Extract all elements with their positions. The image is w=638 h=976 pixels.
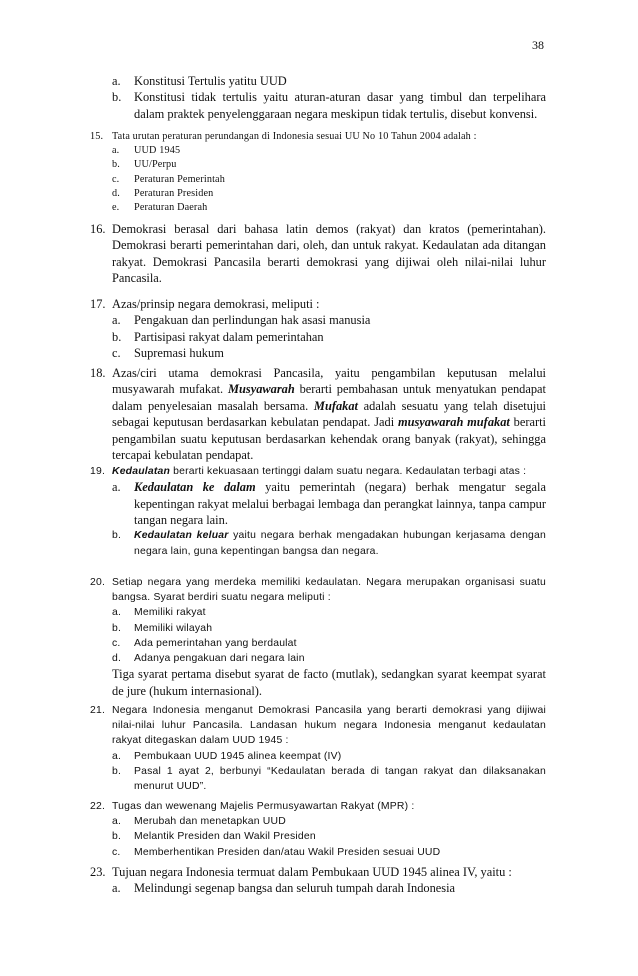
list-item: a. Memiliki rakyat xyxy=(112,607,206,619)
page-number: 38 xyxy=(532,38,544,52)
item-22: 22. Tugas dan wewenang Majelis Permusyawartan Rakyat (MPR) : a. Merubah dan menetapkan UUD b. Melantik Presiden dan Wakil Presiden c. Memberhentikan Presiden dan/atau Wakil Presiden sesuai UUD xyxy=(90,799,546,860)
note-text: Tiga syarat pertama disebut syarat de facto (mutlak), sedangkan syarat keempat syarat de jure (hukum internasional). xyxy=(112,667,546,698)
list-item: d. Adanya pengakuan dari negara lain xyxy=(112,653,305,665)
list-item: b. Kedaulatan keluar yaitu negara berhak mengadakan hubungan kerjasama dengan negara lain, guna kepentingan bangsa dan negara. xyxy=(112,530,546,557)
list-item: b. Memiliki wilayah xyxy=(112,622,213,634)
list-item: c. Ada pemerintahan yang berdaulat xyxy=(112,637,297,649)
term-kedaulatan: Kedaulatan xyxy=(112,466,171,477)
list-item: a. Konstitusi Tertulis yatitu UUD xyxy=(112,74,287,88)
item-21: 21. Negara Indonesia menganut Demokrasi Pancasila yang berarti demokrasi yang dijiwai nilai-nilai luhur Pancasila. Landasan hukum negara Indonesia menganut kedaulatan rakyat ditegaskan dalam UUD 1945 : a. Pembukaan UUD 1945 alinea keempat (IV) b. Pasal 1 ayat 2, berbunyi “Kedaulatan berada di tangan rakyat dan dilaksanakan menurut UUD”. xyxy=(90,703,546,794)
list-item: b. UU/Perpu xyxy=(112,159,177,171)
intro-list xyxy=(90,73,546,122)
list-item: b. Melantik Presiden dan Wakil Presiden xyxy=(112,831,316,843)
item-20: 20. Setiap negara yang merdeka memiliki kedaulatan. Negara merupakan organisasi suatu bangsa. Syarat berdiri suatu negara meliputi : a. Memiliki rakyat b. Memiliki wilayah c. Ada pemerintahan yang berdaulat d. Adanya pengakuan dari negara lain Tiga syarat pertama disebut syarat de facto (mutlak), sedangkan syarat keempat syarat de jure (hukum internasional). xyxy=(90,577,546,698)
item-23: 23. Tujuan negara Indonesia termuat dalam Pembukaan UUD 1945 alinea IV, yaitu : a. Melindungi segenap bangsa dan seluruh tumpah darah Indonesia xyxy=(90,864,546,897)
list-item: b. Konstitusi tidak tertulis yaitu aturan-aturan dasar yang timbul dan terpelihara dalam praktek penyelenggaraan negara meskipun tidak tertulis, disebut konvensi. xyxy=(112,90,546,121)
item-16: 16. Demokrasi berasal dari bahasa latin demos (rakyat) dan kratos (pemerintahan). Demokrasi berarti pemerintahan dari, oleh, dan untuk rakyat. Kedaulatan ada ditangan rakyat. Demokrasi Pancasila berarti demokrasi yang dijiwai oleh nilai-nilai luhur Pancasila. xyxy=(90,222,546,286)
item-15: 15. Tata urutan peraturan perundangan di Indonesia sesuai UU No 10 Tahun 2004 adalah : a. UUD 1945 b. UU/Perpu c. Peraturan Pemerintah d. Peraturan Presiden e. Peraturan Daerah xyxy=(90,130,546,215)
list-item: a. Merubah dan menetapkan UUD xyxy=(112,816,286,828)
list-item: a. Melindungi segenap bangsa dan seluruh tumpah darah Indonesia xyxy=(112,881,456,896)
term-musyawarah-mufakat: musyawarah mufakat xyxy=(397,415,510,430)
list-item: a. UUD 1945 xyxy=(112,145,181,157)
list-item: b. Partisipasi rakyat dalam pemerintahan xyxy=(112,329,324,344)
list-item: d. Peraturan Presiden xyxy=(112,187,214,199)
list-item: a. Kedaulatan ke dalam yaitu pemerintah (negara) berhak mengatur segala kepentingan rakyat melalui berbagai lembaga dan perangkat lainnya, tanpa campur tangan negara lain. xyxy=(112,480,546,528)
list-item: b. Pasal 1 ayat 2, berbunyi “Kedaulatan berada di tangan rakyat dan dilaksanakan menurut UUD”. xyxy=(112,765,546,793)
list-item: e. Peraturan Daerah xyxy=(112,202,208,214)
list-item: a. Pembukaan UUD 1945 alinea keempat (IV) xyxy=(112,750,342,762)
term-musyawarah: Musyawarah xyxy=(227,382,295,397)
item-19: 19. Kedaulatan berarti kekuasaan tertinggi dalam suatu negara. Kedaulatan terbagi atas : a. Kedaulatan ke dalam yaitu pemerintah (negara) berhak mengatur segala kepentingan rakyat melalui berbagai lembaga dan perangkat lainnya, tanpa campur tangan negara lain. b. Kedaulatan keluar yaitu negara berhak mengadakan hubungan kerjasama dengan negara lain, guna kepentingan bangsa dan negara. xyxy=(90,464,546,559)
item-18: 18. Azas/ciri utama demokrasi Pancasila, yaitu pengambilan keputusan melalui musyawarah mufakat. Musyawarah berarti pembahasan untuk menyatukan pendapat dalam penyelesaian masalah bersama. Mufakat adalah sesuatu yang telah disetujui sebagai keputusan berdasarkan kebulatan pendapat. Jadi musyawarah mufakat berarti pengambilan suatu keputusan berdasarkan kehendak orang banyak (rakyat), sehingga tercapai kebulatan pendapat. xyxy=(90,366,546,463)
list-item: c. Peraturan Pemerintah xyxy=(112,173,225,185)
list-item: a. Pengakuan dan perlindungan hak asasi manusia xyxy=(112,313,371,328)
list-item: c. Memberhentikan Presiden dan/atau Wakil Presiden sesuai UUD xyxy=(112,846,441,858)
item-17: 17. Azas/prinsip negara demokrasi, meliputi : a. Pengakuan dan perlindungan hak asasi manusia b. Partisipasi rakyat dalam pemerintahan c. Supremasi hukum xyxy=(90,296,546,362)
term-mufakat: Mufakat xyxy=(313,398,358,413)
list-item: c. Supremasi hukum xyxy=(112,346,224,361)
